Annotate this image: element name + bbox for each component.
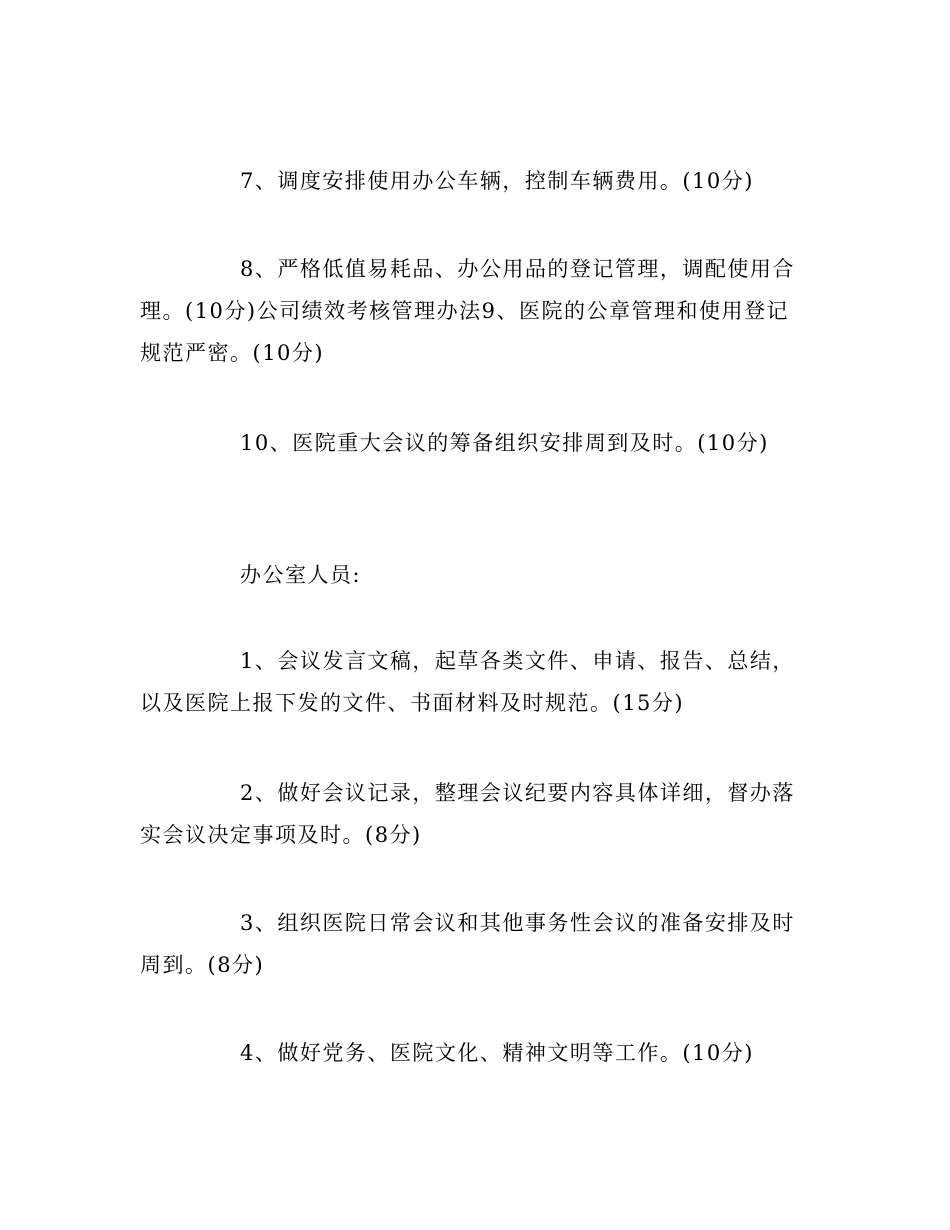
paragraph-item-3: 3、组织医院日常会议和其他事务性会议的准备安排及时周到。(8分) (140, 911, 795, 977)
paragraph-item-1: 1、会议发言文稿，起草各类文件、申请、报告、总结， 以及医院上报下发的文件、书面材料及时规范。(15分) (140, 649, 795, 715)
paragraph-item-10: 10、医院重大会议的筹备组织安排周到及时。(10分) (240, 431, 769, 455)
paragraph-item-4: 4、做好党务、医院文化、精神文明等工作。(10分) (240, 1041, 754, 1065)
paragraph-item-2: 2、做好会议记录，整理会议纪要内容具体详细，督办落实会议决定事项及时。(8分) (140, 781, 795, 847)
section-heading-office-staff: 办公室人员: (240, 563, 362, 587)
paragraph-item-7: 7、调度安排使用办公车辆，控制车辆费用。(10分) (240, 169, 754, 193)
paragraph-item-8-9: 8、严格低值易耗品、办公用品的登记管理，调配使用合理。(10分)公司绩效考核管理办法9、医院的公章管理和使用登记规范严密。(10分) (140, 257, 795, 365)
